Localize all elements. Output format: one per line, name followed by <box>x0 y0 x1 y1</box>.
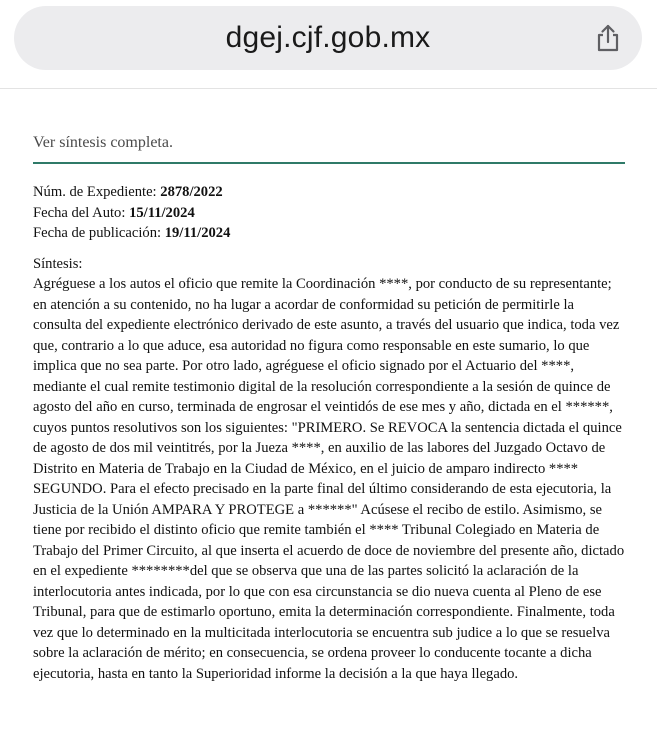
document-content <box>33 132 625 684</box>
case-metadata <box>33 182 625 244</box>
case-number-value: 2878/2022 <box>160 184 223 200</box>
view-full-summary-link[interactable]: Ver síntesis completa. <box>33 132 625 164</box>
synthesis-text: Agréguese a los autos el oficio que remite la Coordinación ****, por conducto de su representante; en atención a su contenido, no ha lugar a acordar de conformidad su petición de permitirle la consulta del expediente electrónico derivado de este asunto, a través del usuario que indica, toda vez que, contrario a lo que aduce, esa autoridad no figura como responsable en este sumario, lo que implica que no sea parte. Por otro lado, agréguese el oficio signado por el Actuario del ****, mediante el cual remite testimonio digital de la resolución correspondiente a la sesión de quince de agosto del año en curso, terminada de engrosar el veintidós de ese mes y año, dictada en el ******, cuyos puntos resolutivos son los siguientes: "PRIMERO. Se REVOCA la sentencia dictada el quince de agosto de dos mil veintitrés, por la Jueza ****, en auxilio de las labores del Juzgado Octavo de Distrito en Materia de Trabajo en la Ciudad de México, en el juicio de amparo indirecto **** SEGUNDO. Para el efecto precisado en la parte final del último considerando de esta ejecutoria, la Justicia de la Unión AMPARA Y PROTEGE a ******" Acúsese el recibo de estilo. Asimismo, se tiene por recibido el distinto oficio que remite también el **** Tribunal Colegiado en Materia de Trabajo del Primer Circuito, al que inserta el acuerdo de doce de noviembre del presente año, dictado en el expediente ********del que se observa que una de las partes solicitó la aclaración de la interlocutoria antes indicada, por lo que con esa circunstancia se dio nueva cuenta al Pleno de ese Tribunal, para que de estimarlo oportuno, emita la determinación correspondiente. Finalmente, toda vez que lo determinado en la multicitada interlocutoria se encuentra sub judice a lo que se resuelva sobre la aclaración de mérito; en consecuencia, se ordena proveer lo conducente tocante a dicha ejecutoria, hasta en tanto la Superioridad informe la decisión a la que haya llegado. <box>33 276 625 682</box>
case-number-row <box>33 182 625 203</box>
publication-date-label: Fecha de publicación: <box>33 225 165 241</box>
publication-date-row <box>33 223 625 244</box>
case-number-label: Núm. de Expediente: <box>33 184 161 200</box>
publication-date-value: 19/11/2024 <box>164 225 231 241</box>
auto-date-label: Fecha del Auto: <box>33 204 130 221</box>
auto-date-row <box>33 203 625 224</box>
browser-toolbar <box>0 0 657 89</box>
auto-date-value: 15/11/2024 <box>129 204 195 221</box>
address-bar[interactable] <box>14 6 642 70</box>
synthesis-label: Síntesis: <box>33 255 83 272</box>
share-icon[interactable] <box>594 23 622 53</box>
url-text[interactable]: dgej.cjf.gob.mx <box>225 21 431 54</box>
